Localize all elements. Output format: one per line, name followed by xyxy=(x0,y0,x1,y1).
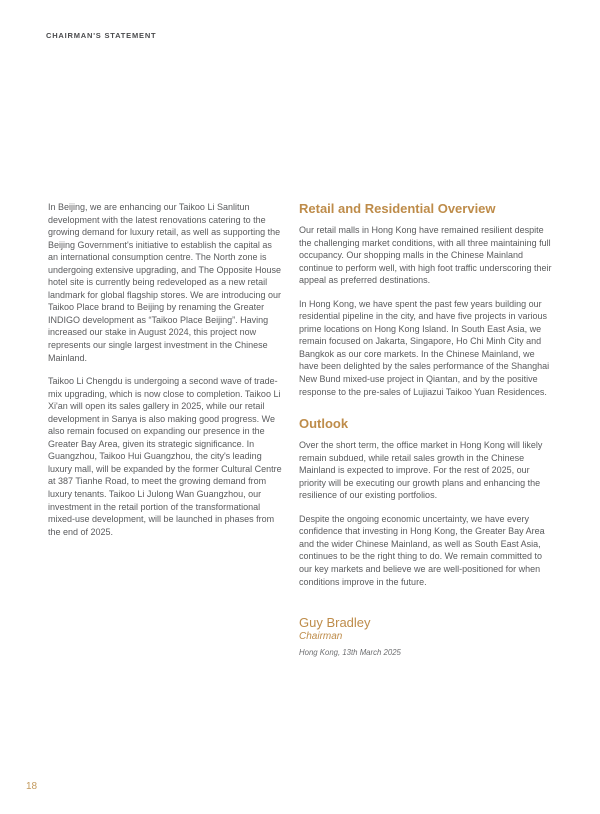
running-header: CHAIRMAN'S STATEMENT xyxy=(46,31,157,40)
section-heading-outlook: Outlook xyxy=(299,416,349,432)
signature-title: Chairman xyxy=(299,631,343,643)
section-retail-residential xyxy=(299,201,554,398)
paragraph-retail-malls: Our retail malls in Hong Kong have remained resilient despite the challenging market conditions, with all three maintaining full occupancy. Our shopping malls in the Chinese Mainland continue to perform well, with high foot traffic underscoring their appeal as preferred destinations. xyxy=(299,225,552,286)
signature-block xyxy=(299,615,554,658)
signature-dateline: Hong Kong, 13th March 2025 xyxy=(299,648,401,658)
right-text-column xyxy=(299,201,554,658)
paragraph-outlook-short-term: Over the short term, the office market in Hong Kong will likely remain subdued, while retail sales growth in the Chinese Mainland is expected to improve. For the rest of 2025, our priority will be executing our growth plans and enhancing the resilience of our existing portfolios. xyxy=(299,440,543,501)
paragraph-chengdu-guangzhou: Taikoo Li Chengdu is undergoing a second wave of trade-mix upgrading, which is now close to completion. Taikoo Li Xi'an will open its sales gallery in 2025, while our retail development in Sanya is also making good progress. We also remain focused on expanding our presence in the Greater Bay Area, given its strategic significance. In Guangzhou, Taikoo Hui Guangzhou, the city's leading luxury mall, will be expanded by the former Cultural Centre at 387 Tianhe Road, to meet the growing demand from luxury tenants. Taikoo Li Julong Wan Guangzhou, our investment in the retail portion of the transformational mixed-use development, will be launched in phases from the end of 2025. xyxy=(48,376,282,537)
paragraph-beijing: In Beijing, we are enhancing our Taikoo Li Sanlitun development with the latest renovations catering to the growing demand for luxury retail, as well as supporting the Beijing Government's initiative to establish the capital as an international consumption centre. The North zone is undergoing extensive upgrading, and The Opposite House hotel site is currently being redeveloped as a new retail landmark for global flagship stores. We are introducing our Taikoo Place brand to Beijing by renaming the Greater INDIGO development as “Taikoo Place Beijing”. Having increased our stake in August 2024, this project now represents our single largest investment in the Chinese Mainland. xyxy=(48,202,281,363)
signature-name: Guy Bradley xyxy=(299,615,371,631)
left-text-column xyxy=(48,201,284,658)
section-heading-retail-residential: Retail and Residential Overview xyxy=(299,201,496,216)
section-outlook xyxy=(299,416,554,588)
paragraph-residential-pipeline: In Hong Kong, we have spent the past few years building our residential pipeline in the city, and have five projects in various prime locations on Hong Kong Island. In South East Asia, we remain focused on Jakarta, Singapore, Ho Chi Minh City and Bangkok as our core markets. In the Chinese Mainland, we have been delighted by the sales performance of the Shanghai New Bund mixed-use project in Qiantan, and by the positive response to the pre-sales of Lujiazui Taikoo Yuan Residences. xyxy=(299,298,550,397)
two-column-layout xyxy=(48,201,554,658)
paragraph-outlook-confidence: Despite the ongoing economic uncertainty, we have every confidence that investing in Hong Kong, the Greater Bay Area and the wider Chinese Mainland, as well as South East Asia, continues to be the right thing to do. We remain committed to our key markets and believe we are well-positioned for when conditions improve in the future. xyxy=(299,513,545,587)
page-number: 18 xyxy=(26,781,38,792)
